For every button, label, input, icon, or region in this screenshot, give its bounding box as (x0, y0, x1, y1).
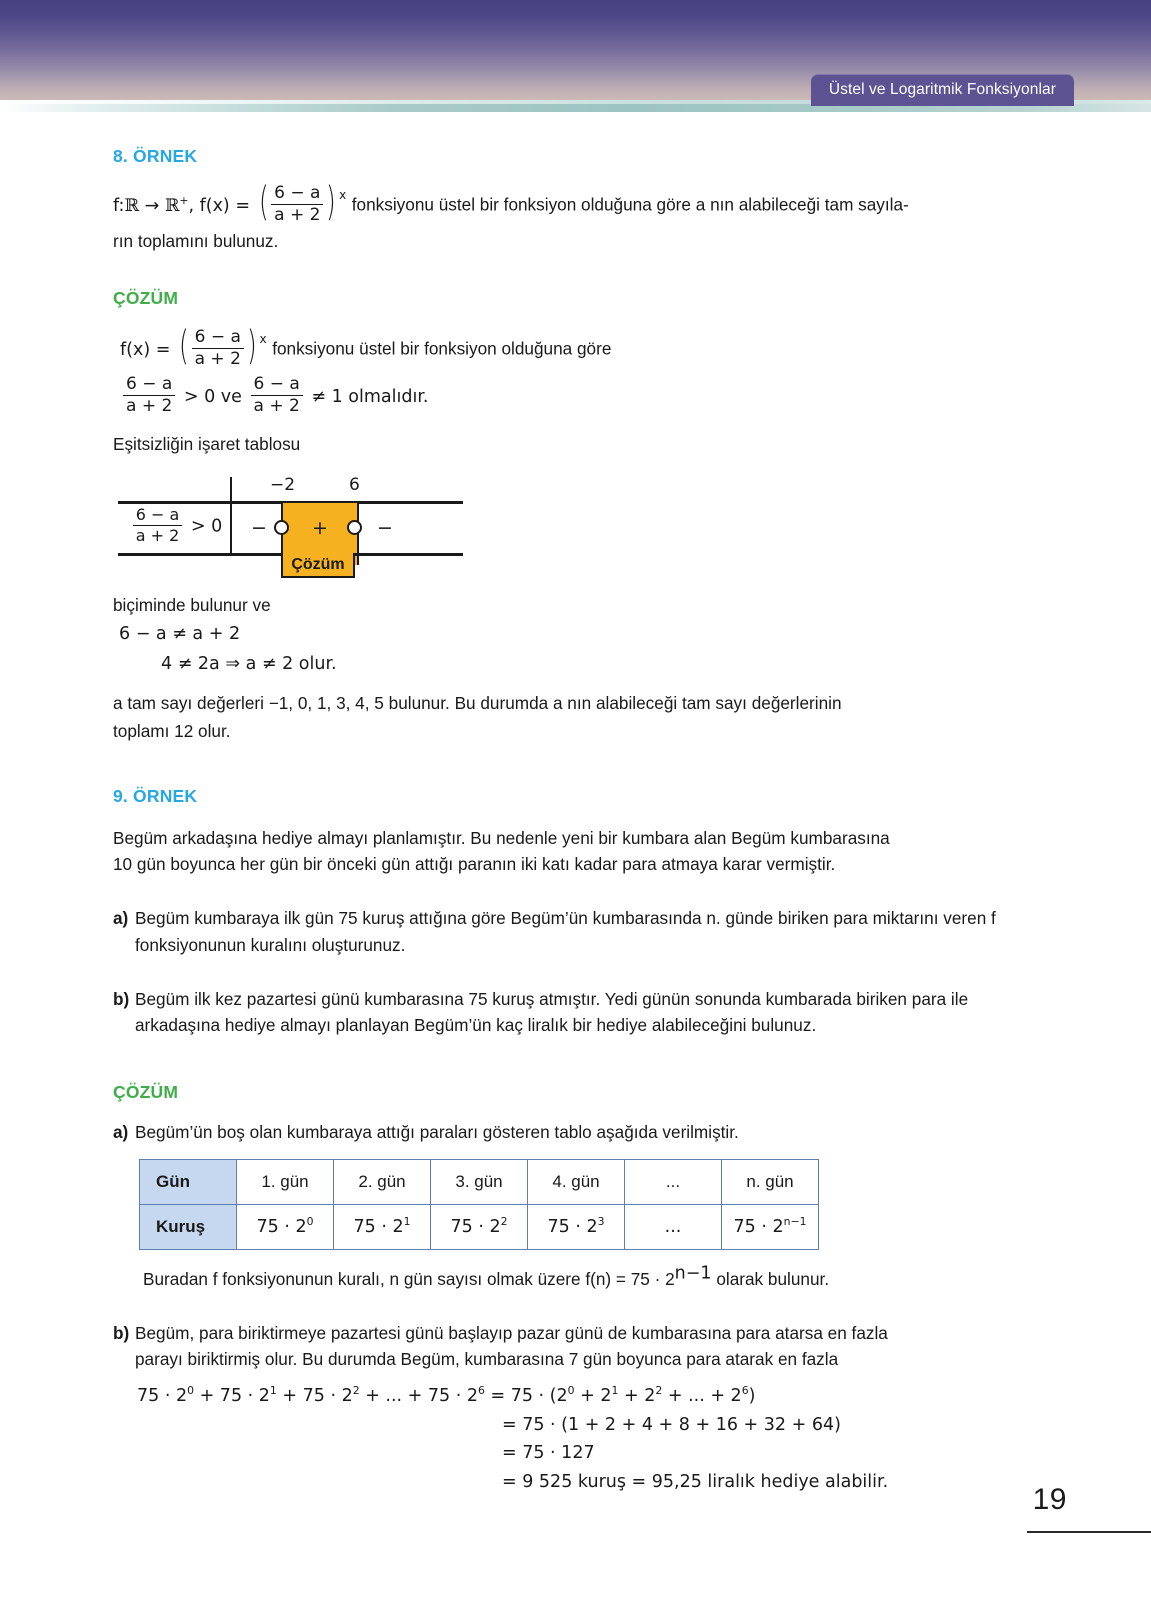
amount-base: ... (664, 1217, 682, 1238)
table-cell-day-2: 2. gün (334, 1160, 431, 1205)
table-cell-amount-1 (237, 1205, 334, 1250)
solution-8-after-2: 6 − a ≠ a + 2 (119, 623, 241, 644)
fraction-numerator: 6 − a (135, 505, 180, 525)
solution-8-after-4: a tam sayı değerleri −1, 0, 1, 3, 4, 5 bulunur. Bu durumda a nın alabileceği tam sayı değerlerinin (113, 692, 842, 713)
eq-term-1: 75 · 2 (137, 1386, 188, 1407)
fraction-numerator: 6 − a (274, 182, 321, 203)
solution-b-text-line-2: parayı biriktirmiş olur. Bu durumda Begüm, kumbarasına 7 gün boyunca para atarak en fazla (135, 1349, 839, 1370)
example-9-intro-1: Begüm arkadaşına hediye almayı planlamıştır. Bu nedenle yeni bir kumbara alan Begüm kumbarasına (113, 828, 890, 849)
eq-equals: = 75 · (2 (490, 1386, 568, 1407)
fraction-numerator: 6 − a (253, 373, 300, 394)
item-a-text: Begüm kumbaraya ilk gün 75 kuruş attığına göre Begüm’ün kumbarasında n. günde biriken para miktarını veren f fonksiyonunun kuralını oluşturunuz. (135, 908, 996, 955)
solution-8-line-1 (120, 323, 1038, 370)
kumbara-table (139, 1159, 819, 1250)
sign-table-solution-label: Çözüm (281, 553, 355, 578)
row-label-expression (130, 507, 223, 546)
solution-8-heading: ÇÖZÜM (113, 288, 179, 309)
example-8-question-tail: fonksiyonu üstel bir fonksiyon olduğuna göre a nın alabileceği tam sayıla- (351, 194, 909, 215)
row-header-gun: Gün (140, 1160, 237, 1205)
item-b-marker: b) (113, 988, 130, 1009)
eq-rexp-4: 6 (741, 1384, 749, 1398)
amount-exponent: 3 (597, 1215, 605, 1229)
eq-rexp-2: 1 (611, 1384, 619, 1398)
rule-text-exponent: n−1 (674, 1263, 712, 1284)
rule-text-post: olarak bulunur. (716, 1269, 830, 1290)
parenthesized-fraction-2 (176, 323, 267, 370)
right-paren: ) (326, 179, 337, 225)
solution-b-text (135, 1320, 1038, 1372)
equation-line-2: = 75 · (1 + 2 + 4 + 8 + 16 + 32 + 64) (502, 1414, 841, 1435)
sign-minus-left: − (251, 517, 267, 540)
fraction-denominator: a + 2 (192, 348, 244, 369)
page-content (0, 112, 1151, 1496)
table-row-gun (140, 1160, 819, 1205)
amount-base: 75 · 2 (547, 1217, 598, 1238)
amount-base: 75 · 2 (256, 1217, 307, 1238)
table-cell-amount-3 (431, 1205, 528, 1250)
eq-rexp-1: 0 (567, 1384, 575, 1398)
inequality-tail: ≠ 1 olmalıdır. (311, 386, 429, 407)
fraction-numerator: 6 − a (126, 373, 173, 394)
fraction-denominator: a + 2 (123, 395, 175, 416)
table-cell-day-1: 1. gün (237, 1160, 334, 1205)
left-paren: ( (178, 323, 189, 370)
eq-exp-3: 2 (352, 1384, 360, 1398)
amount-exponent: 0 (306, 1215, 314, 1229)
eq-exp-2: 1 (269, 1384, 277, 1398)
fx-equals: , f(x) = (188, 195, 250, 216)
eq-close-paren: ) (748, 1386, 756, 1407)
eq-term-3: + 75 · 2 (282, 1386, 353, 1407)
chapter-title-tab (811, 74, 1074, 106)
table-cell-day-n: n. gün (722, 1160, 819, 1205)
solution-a-text: Begüm’ün boş olan kumbaraya attığı paraları gösteren tablo aşağıda verilmiştir. (135, 1121, 739, 1142)
open-circle-right (347, 520, 362, 535)
equation-line-1 (137, 1382, 1038, 1410)
solution-b-marker: b) (113, 1323, 130, 1344)
fraction-3 (123, 375, 175, 416)
fn-prefix: f: (113, 195, 125, 216)
table-cell-day-ellipsis: ... (625, 1160, 722, 1205)
solution-9-heading: ÇÖZÜM (113, 1081, 179, 1102)
fraction (192, 328, 244, 369)
fraction (271, 184, 323, 225)
eq-rterm-1: + 2 (580, 1386, 612, 1407)
solution-9-item-a (113, 1119, 1038, 1145)
sign-table-tick-left: −2 (270, 475, 296, 496)
solution-b-text-line-1: Begüm, para biriktirmeye pazartesi günü başlayıp pazar günü de kumbarasına para atarsa en fazla (135, 1323, 888, 1344)
table-row-kurus (140, 1205, 819, 1250)
sign-plus-middle: + (312, 517, 328, 540)
inequality-middle: > 0 ve (183, 386, 242, 407)
amount-base: 75 · 2 (450, 1217, 501, 1238)
example-9-item-b (113, 986, 1038, 1038)
example-8-heading: 8. ÖRNEK (113, 146, 198, 166)
relation-symbol: > 0 (190, 516, 223, 537)
fraction-denominator: a + 2 (133, 525, 183, 545)
amount-base: 75 · 2 (733, 1217, 784, 1238)
arrow-symbol: → (144, 195, 160, 216)
exponent: x (339, 188, 347, 202)
fraction-denominator: a + 2 (271, 204, 323, 225)
solution-8-formula (120, 323, 272, 370)
parenthesized-fraction (256, 179, 347, 226)
solution-9-equations (137, 1382, 1038, 1495)
fraction-denominator: a + 2 (251, 395, 303, 416)
sign-table-row-label (124, 507, 228, 546)
left-paren: ( (258, 179, 269, 225)
solution-9-rule-text (143, 1263, 1038, 1292)
solution-9-item-b (113, 1320, 1038, 1372)
sign-minus-right: − (377, 517, 393, 540)
item-b-text: Begüm ilk kez pazartesi günü kumbarasına 75 kuruş atmıştır. Yedi günün sonunda kumbarada biriken para ile arkadaşına hediye almayı planlayan Begüm’ün kaç liralık bir hediye alabileceğini bulunuz. (135, 988, 969, 1035)
rule-text-pre: Buradan f fonksiyonunun kuralı, n gün sayısı olmak üzere f(n) = 75 · 2 (143, 1269, 675, 1290)
example-8-question (113, 179, 1038, 226)
exponent: x (259, 332, 267, 347)
domain-symbol: ℝ (124, 195, 139, 216)
amount-exponent: 2 (500, 1215, 508, 1229)
page-number: 19 (1032, 1483, 1067, 1516)
item-a-marker: a) (113, 908, 129, 929)
example-8-formula (113, 179, 352, 225)
solution-8-after-1: biçiminde bulunur ve (113, 595, 271, 616)
footer-rule (1027, 1531, 1151, 1533)
example-9-intro-2: 10 gün boyunca her gün bir önceki gün attığı paranın iki katı kadar para atmaya karar vermiştir. (113, 854, 836, 875)
example-9-heading: 9. ÖRNEK (113, 786, 198, 807)
example-8-question-tail2: rın toplamını bulunuz. (113, 231, 279, 252)
sign-table-caption: Eşitsizliğin işaret tablosu (113, 434, 301, 455)
solution-8-line-1-tail: fonksiyonu üstel bir fonksiyon olduğuna göre (272, 338, 612, 359)
eq-exp-1: 0 (187, 1384, 194, 1398)
table-cell-day-4: 4. gün (528, 1160, 625, 1205)
content-column (113, 146, 1038, 1496)
table-cell-amount-n (722, 1205, 819, 1250)
eq-rexp-3: 2 (655, 1384, 663, 1398)
fraction-5 (133, 506, 183, 545)
sign-table (118, 467, 463, 573)
eq-term-2: + 75 · 2 (199, 1386, 270, 1407)
amount-exponent: n−1 (783, 1215, 807, 1229)
equation-line-3: = 75 · 127 (502, 1443, 595, 1464)
row-header-kurus: Kuruş (140, 1205, 237, 1250)
table-cell-amount-2 (334, 1205, 431, 1250)
solution-8-after-3: 4 ≠ 2a ⇒ a ≠ 2 olur. (161, 654, 337, 675)
table-cell-amount-ellipsis (625, 1205, 722, 1250)
fx-label: f(x) = (120, 339, 171, 360)
solution-8-line-2 (120, 373, 1038, 417)
right-paren: ) (246, 323, 257, 370)
solution-8-inequality (120, 373, 429, 416)
amount-exponent: 1 (403, 1215, 411, 1229)
solution-8-after-5: toplamı 12 olur. (113, 720, 231, 741)
table-cell-amount-4 (528, 1205, 625, 1250)
codomain-plus: + (179, 193, 189, 207)
example-9-item-a (113, 905, 1038, 957)
solution-a-marker: a) (113, 1121, 129, 1142)
equation-line-4: = 9 525 kuruş = 95,25 liralık hediye alabilir. (502, 1471, 889, 1492)
codomain-symbol: ℝ (164, 195, 180, 216)
sign-table-vertical-rule (230, 477, 232, 553)
fraction-4 (251, 375, 303, 416)
eq-term-4: + ... + 75 · 2 (365, 1386, 478, 1407)
chapter-title-text: Üstel ve Logaritmik Fonksiyonlar (828, 81, 1056, 98)
eq-rterm-2: + 2 (623, 1386, 656, 1407)
eq-exp-4: 6 (478, 1384, 485, 1398)
amount-base: 75 · 2 (353, 1217, 404, 1238)
sign-table-tick-right: 6 (349, 475, 360, 496)
fraction-numerator: 6 − a (194, 326, 241, 347)
table-cell-day-3: 3. gün (431, 1160, 528, 1205)
eq-rterm-3: + ... + 2 (667, 1386, 742, 1407)
